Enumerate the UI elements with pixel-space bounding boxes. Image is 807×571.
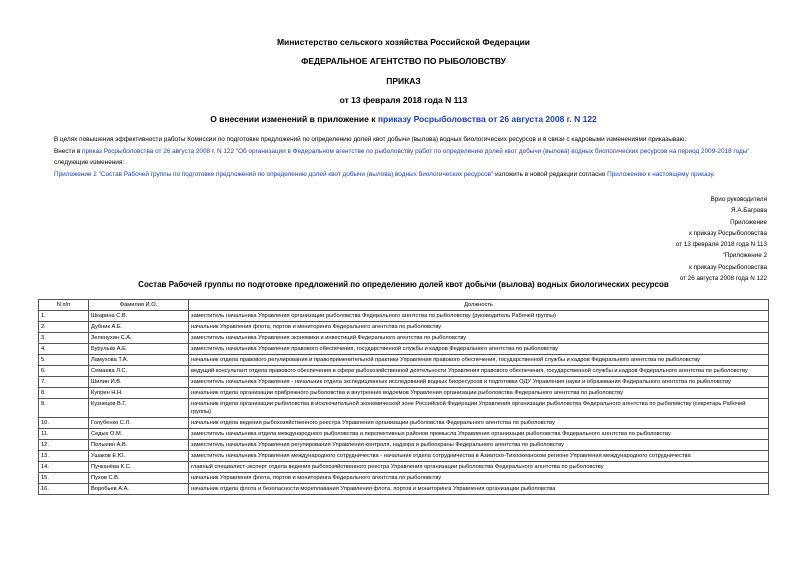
header-number: N п/п — [39, 300, 89, 311]
row-position: ведущий консультант отдела правового обеспечения в сфере рыбохозяйственной деятельности Управления правового обеспечения, государственной службы и кадров Федерального агентства по рыболовству — [189, 366, 769, 377]
appendix-line-5: к приказу Росрыболовства — [689, 263, 767, 271]
table-row — [39, 388, 769, 399]
table-row — [39, 344, 769, 355]
body-text — [40, 134, 767, 180]
header-name: Фамилия И.О. — [89, 300, 189, 311]
row-number: 5. — [39, 355, 89, 366]
date-number: от 13 февраля 2018 года N 113 — [339, 95, 468, 105]
paragraph-3 — [40, 169, 767, 181]
row-name: Ушаков Е.Ю. — [89, 451, 189, 462]
row-name: Семаева Л.С. — [89, 366, 189, 377]
table-row — [39, 322, 769, 333]
header-position: Должность — [189, 300, 769, 311]
row-number: 1. — [39, 311, 89, 322]
row-number: 8. — [39, 388, 89, 399]
row-number: 11. — [39, 429, 89, 440]
table-row — [39, 451, 769, 462]
table-row — [39, 462, 769, 473]
row-name: Воробьев А.А. — [89, 484, 189, 495]
row-position: начальник отдела организации рыболовства в исключительной экономической зоне Российской Федерации Управления организации рыболовства Федерального агентства по рыболовству (секретарь Рабочей группы) — [189, 399, 769, 418]
row-number: 12. — [39, 440, 89, 451]
table-row — [39, 399, 769, 418]
row-position: заместитель начальника Управления экономики и инвестиций Федерального агентства по рыболовству — [189, 333, 769, 344]
row-name: Ламухова Т.А. — [89, 355, 189, 366]
signature-position: Врио руководителя — [710, 196, 767, 203]
doc-type-heading: ПРИКАЗ — [386, 76, 421, 86]
row-number: 13. — [39, 451, 89, 462]
row-number: 3. — [39, 333, 89, 344]
order-link[interactable]: приказ Росрыболовства от 26 августа 2008 г. N 122 "Об организации в Федеральном агентстве по рыболовству работ по определению долей квот добычи (вылова) водных биологических ресурсов на период 2009-2018 годы" — [81, 147, 750, 155]
row-position: заместитель начальника Управления правового обеспечения, государственной службы и кадров Федерального агентства по рыболовству — [189, 344, 769, 355]
agency-heading: ФЕДЕРАЛЬНОЕ АГЕНТСТВО ПО РЫБОЛОВСТВУ — [301, 56, 506, 66]
row-name: Пухов С.В. — [89, 473, 189, 484]
table-header-row — [39, 300, 769, 311]
row-position: заместитель начальника Управления - начальник отдела экспедиционных исследований водных биоресурсов и подготовки ОДУ Управления науки и образования Федерального агентства по рыболовству — [189, 377, 769, 388]
signature-name: Я.А.Багрова — [731, 207, 767, 215]
row-number: 4. — [39, 344, 89, 355]
appendix-line-4: "Приложение 2 — [722, 252, 767, 260]
table-row — [39, 484, 769, 495]
appendix-line-1: Приложение — [730, 218, 767, 226]
row-number: 16. — [39, 484, 89, 495]
row-number: 10. — [39, 418, 89, 429]
paragraph-2 — [40, 146, 767, 169]
row-position: начальник Управления флота, портов и мониторинга Федерального агентства по рыболовству — [189, 322, 769, 333]
appendix-line-3: от 13 февраля 2018 года N 113 — [675, 241, 767, 249]
row-position: заместитель начальника Управления организации рыболовства Федерального агентства по рыболовству (руководитель Рабочей группы) — [189, 311, 769, 322]
row-position: заместитель начальника Управления регулирования Управления контроля, надзора и рыбоохраны Федерального агентства по рыболовству — [189, 440, 769, 451]
row-name: Шкарина С.В. — [89, 311, 189, 322]
row-number: 9. — [39, 399, 89, 418]
row-name: Кузнецов В.Г. — [89, 399, 189, 418]
row-name: Шилин И.В. — [89, 377, 189, 388]
table-row — [39, 366, 769, 377]
row-number: 2. — [39, 322, 89, 333]
row-number: 15. — [39, 473, 89, 484]
p3-end: . — [712, 170, 715, 178]
row-position: начальник Управления флота, портов и мониторинга Федерального агентства по рыболовству — [189, 473, 769, 484]
p2-suffix: следующие изменения: — [54, 159, 125, 166]
appendix-line-2: к приказу Росрыболовства — [689, 229, 767, 237]
table-title: Состав Рабочей группы по подготовке предложений по определению долей квот добычи (вылова) водных биологических ресурсов — [138, 280, 669, 289]
table-body — [39, 311, 769, 495]
p3-middle: изложить в новой редакции согласно — [493, 170, 608, 178]
document-title — [0, 114, 807, 124]
row-name: Бурулько А.Е. — [89, 344, 189, 355]
paragraph-1: В целях повышения эффективности работы Комиссии по подготовке предложений по определению долей квот добычи (вылова) водных биологических ресурсов и в связи с кадровыми изменениями приказываю: — [54, 136, 687, 143]
row-position: начальник отдела правового регулирования и правоприменительной практики Управления правового обеспечения, государственной службы и кадров Федерального агентства по рыболовству — [189, 355, 769, 366]
row-name: Полынин А.В. — [89, 440, 189, 451]
signature-block — [467, 194, 767, 284]
table-row — [39, 418, 769, 429]
table-row — [39, 333, 769, 344]
table-row — [39, 377, 769, 388]
table-row — [39, 311, 769, 322]
row-name: Зеленухин С.А. — [89, 333, 189, 344]
row-position: начальник отдела ведения рыбохозяйственного реестра Управления организации рыболовства Федерального агентства по рыболовству — [189, 418, 769, 429]
row-position: начальник отдела организации прибрежного рыболовства и внутренних водоемов Управления организации рыболовства Федерального агентства по рыболовству — [189, 388, 769, 399]
row-name: Пучканёва К.С. — [89, 462, 189, 473]
row-position: заместитель начальника отдела международного рыболовства и перспективных районов промысла Управления организации рыболовства Федерального агентства по рыболовству — [189, 429, 769, 440]
row-number: 14. — [39, 462, 89, 473]
table-row — [39, 355, 769, 366]
title-prefix: О внесении изменений в приложение к — [210, 114, 378, 124]
appendix-link[interactable]: Приложению к настоящему приказу — [607, 170, 713, 178]
row-position: заместитель начальника Управления международного сотрудничества - начальник отдела сотрудничества в Азиатско-Тихоокеанском регионе Управления международного сотрудничества — [189, 451, 769, 462]
p2-prefix: Внести в — [54, 147, 82, 155]
ministry-heading: Министерство сельского хозяйства Российской Федерации — [276, 37, 531, 47]
row-number: 7. — [39, 377, 89, 388]
table-row — [39, 473, 769, 484]
row-name: Голубенко С.Л. — [89, 418, 189, 429]
row-position: главный специалист-эксперт отдела ведения рыбохозяйственного реестра Управления организации рыболовства Федерального агентства по рыболовству — [189, 462, 769, 473]
row-position: начальник отдела флота и безопасности мореплавания Управления флота, портов и мониторинга Управления организации рыболовства — [189, 484, 769, 495]
title-order-link[interactable]: приказу Росрыболовства от 26 августа 2008 г. N 122 — [377, 114, 597, 124]
row-name: Дубник А.Е. — [89, 322, 189, 333]
row-name: Седых О.М. — [89, 429, 189, 440]
appendix-line-6: от 26 августа 2008 года N 122 — [679, 275, 767, 283]
appendix-2-link[interactable]: Приложение 2 "Состав Рабочей группы по подготовке предложений по определению долей квот добычи (вылова) водных биологических ресурсов" — [54, 170, 494, 178]
table-row — [39, 440, 769, 451]
row-name: Куприн Н.Н. — [89, 388, 189, 399]
working-group-table — [38, 299, 769, 495]
row-number: 6. — [39, 366, 89, 377]
table-row — [39, 429, 769, 440]
